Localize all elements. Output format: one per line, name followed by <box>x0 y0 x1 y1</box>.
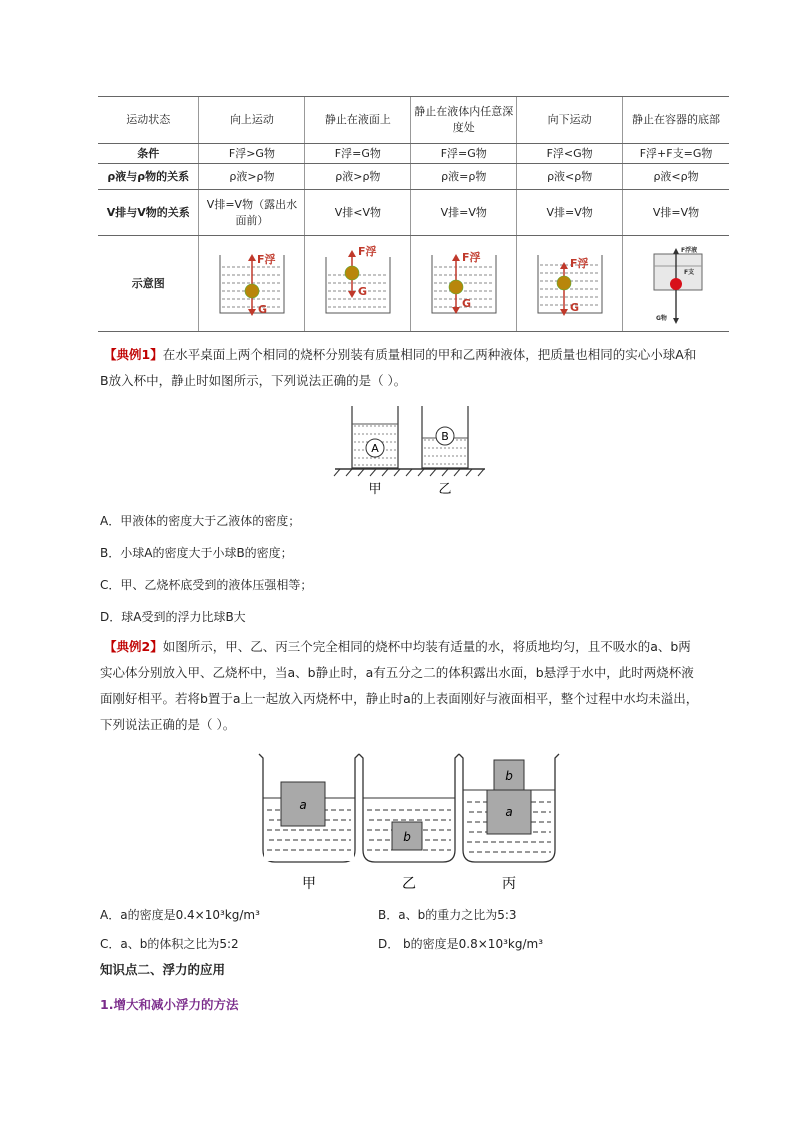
example2-text: 如图所示，甲、乙、丙三个完全相同的烧杯中均装有适量的水，将质地均匀，且不吸水的a、b两实心体分别放入甲、乙烧杯中，当a、b静止时，a有五分之二的体积露出水面，b悬浮于水中，此时两烧杯液面刚好相平。若将b置于a上一起放入丙烧杯中，静止时a的上表面刚好与液面相平，整个过程中水均未溢出，下列说法正确的是（ ）。 <box>100 639 699 732</box>
section-heading: 知识点二、浮力的应用 <box>100 962 226 977</box>
diagram-cell <box>199 236 305 332</box>
example1-tag: 【典例1】 <box>104 347 163 362</box>
beaker-up-diagram <box>212 241 292 321</box>
table-cell: F浮<G物 <box>517 144 623 164</box>
support-label: F支 <box>684 269 695 276</box>
example1-option-b: B．小球A的密度大于小球B的密度； <box>100 546 293 560</box>
block-a-label: a <box>505 805 513 819</box>
cup-yi-label: 乙 <box>402 876 416 892</box>
header-cell: 静止在容器的底部 <box>623 97 729 144</box>
block-b-label: b <box>403 830 411 844</box>
table-cell: F浮=G物 <box>411 144 517 164</box>
table-cell: V排=V物（露出水面前） <box>199 190 305 236</box>
example2-option-b: B．a、b的重力之比为5:3 <box>378 908 517 922</box>
beaker-down-diagram <box>530 241 610 321</box>
cup-yi-label: 乙 <box>438 482 452 497</box>
row-label: 条件 <box>98 144 199 164</box>
buoyancy-state-table <box>98 96 729 332</box>
force-label: F浮 <box>357 245 377 258</box>
force-label: F浮 <box>569 257 589 270</box>
example1-option-d: D．球A受到的浮力比球B大 <box>100 610 246 624</box>
table-row-diagram <box>98 236 729 332</box>
ball-a-label: A <box>371 442 379 455</box>
example2-option-d: D． b的密度是0.8×10³kg/m³ <box>378 937 544 951</box>
table-cell: V排=V物 <box>623 190 729 236</box>
table-cell: ρ液>ρ物 <box>199 164 305 190</box>
row-label: ρ液与ρ物的关系 <box>98 164 199 190</box>
example1-option-a: A．甲液体的密度大于乙液体的密度； <box>100 514 301 528</box>
example1-question <box>100 342 700 394</box>
gravity-label: G <box>357 285 367 298</box>
header-cell: 向上运动 <box>199 97 305 144</box>
block-b-label: b <box>505 769 513 783</box>
example1-figure <box>330 400 490 500</box>
header-cell: 向下运动 <box>517 97 623 144</box>
example1-option-c: C．甲、乙烧杯底受到的液体压强相等； <box>100 578 313 592</box>
row-label: 示意图 <box>98 236 199 332</box>
table-cell: ρ液>ρ物 <box>305 164 411 190</box>
subsection-heading: 1.增大和减小浮力的方法 <box>100 997 239 1012</box>
diagram-cell <box>623 236 729 332</box>
header-cell: 静止在液体内任意深度处 <box>411 97 517 144</box>
force-label: F浮 <box>256 253 276 266</box>
cup-jia-label: 甲 <box>368 482 382 497</box>
table-row-volume <box>98 190 729 236</box>
row-label: V排与V物的关系 <box>98 190 199 236</box>
table-cell: ρ液=ρ物 <box>411 164 517 190</box>
beaker-suspend-diagram <box>424 241 504 321</box>
gravity-label: G <box>569 301 579 314</box>
example2-option-a: A．a的密度是0.4×10³kg/m³ <box>100 908 260 922</box>
table-row-density <box>98 164 729 190</box>
gravity-label: G <box>257 303 267 316</box>
table-cell: ρ液<ρ物 <box>623 164 729 190</box>
cup-jia-label: 甲 <box>302 876 316 892</box>
beaker-bottom-diagram <box>636 236 716 326</box>
table-cell: V排=V物 <box>411 190 517 236</box>
example2-figure <box>255 752 560 897</box>
example1-text: 在水平桌面上两个相同的烧杯分别装有质量相同的甲和乙两种液体，把质量也相同的实心小球A和B放入杯中，静止时如图所示，下列说法正确的是（ ）。 <box>100 347 697 388</box>
header-cell: 静止在液面上 <box>305 97 411 144</box>
table-header-row <box>98 97 729 144</box>
table-cell: V排=V物 <box>517 190 623 236</box>
table-cell: F浮>G物 <box>199 144 305 164</box>
force-label: F浮 <box>461 251 481 264</box>
example2-tag: 【典例2】 <box>104 639 163 654</box>
ball-b-label: B <box>441 430 449 443</box>
diagram-cell <box>305 236 411 332</box>
block-a-label: a <box>299 798 307 812</box>
cup-bing-label: 丙 <box>502 876 516 892</box>
beaker-float-diagram <box>318 241 398 321</box>
table-cell: V排<V物 <box>305 190 411 236</box>
table-cell: ρ液<ρ物 <box>517 164 623 190</box>
gravity-label: G <box>461 297 471 310</box>
table-cell: F浮+F支=G物 <box>623 144 729 164</box>
table-cell: F浮=G物 <box>305 144 411 164</box>
diagram-cell <box>517 236 623 332</box>
weight-label: G物 <box>656 315 667 322</box>
example2-question <box>100 634 700 738</box>
buoyancy-label: F浮液 <box>681 247 698 254</box>
header-cell: 运动状态 <box>98 97 199 144</box>
example2-option-c: C．a、b的体积之比为5:2 <box>100 937 239 951</box>
diagram-cell <box>411 236 517 332</box>
table-row-condition <box>98 144 729 164</box>
